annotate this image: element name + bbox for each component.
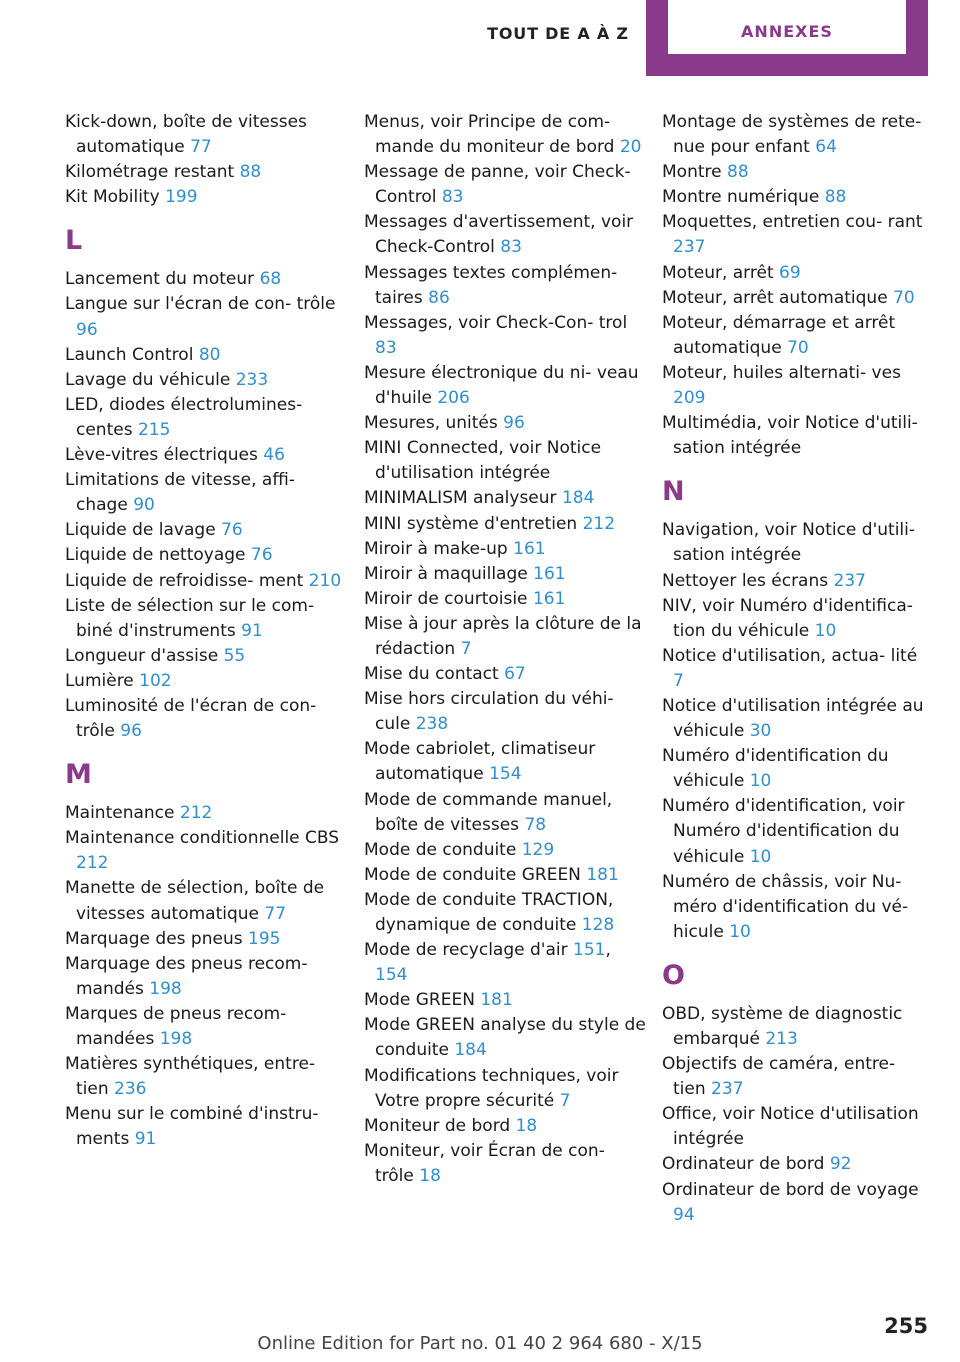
page-reference-link[interactable]: 161 [533, 563, 566, 584]
index-entry-text: Lancement du moteur [65, 269, 255, 290]
page-reference-link[interactable]: 184 [454, 1040, 487, 1061]
page-reference-link[interactable]: 199 [165, 187, 198, 208]
index-entry [662, 1002, 932, 1052]
index-column-3 [662, 110, 932, 1228]
index-entry [364, 863, 646, 888]
page-reference-link[interactable]: 129 [521, 839, 555, 860]
page-reference-link[interactable]: 7 [559, 1090, 571, 1111]
index-entry-text: Montage de systèmes de rete- nue pour enfant [662, 112, 922, 158]
index-entry-text: Luminosité de l'écran de con- trôle [65, 695, 317, 742]
index-entry-text: Ordinateur de bord de voyage [662, 1179, 919, 1200]
index-entry [364, 210, 646, 260]
index-entry-text: Miroir à maquillage [364, 563, 528, 584]
index-entry-text: Marques de pneus recom- mandées [65, 1003, 287, 1049]
page-reference-link[interactable]: 233 [235, 369, 269, 390]
index-entry [662, 694, 932, 744]
index-entry-text: Mise hors circulation du véhi- cule [364, 689, 614, 735]
page-reference-link[interactable]: 198 [149, 978, 182, 999]
index-entry [662, 286, 932, 311]
index-entry-text: Messages d'avertissement, voir Check-Control [364, 212, 634, 258]
page-reference-link[interactable]: 91 [241, 620, 263, 641]
index-entry [662, 569, 932, 594]
index-entry [65, 876, 347, 926]
page-reference-link[interactable]: 198 [159, 1029, 193, 1049]
index-entry [364, 788, 646, 838]
index-entry-text: Kilométrage restant [65, 162, 235, 183]
page-reference-link[interactable]: 209 [673, 388, 706, 409]
page-reference-link[interactable]: 76 [221, 520, 243, 541]
index-entry-text: Mise du contact [364, 664, 499, 685]
index-entry [65, 669, 347, 694]
index-entry [364, 1013, 646, 1063]
page-reference-link[interactable]: 86 [428, 287, 450, 308]
index-entry-text: Mesures, unités [364, 413, 498, 434]
index-letter-heading: L [65, 225, 83, 257]
index-entry [65, 801, 347, 826]
page-reference-link[interactable]: 88 [727, 162, 749, 183]
page-reference-link[interactable]: 83 [441, 187, 464, 208]
page-reference-link[interactable]: 18 [419, 1165, 441, 1186]
index-entry-text: Mode de conduite TRACTION, dynamique de conduite [364, 889, 614, 935]
index-entry [662, 518, 932, 568]
index-entry [65, 927, 347, 952]
page-reference-link[interactable]: 88 [239, 162, 262, 183]
index-entry [364, 311, 646, 361]
index-entry-text: Maintenance [65, 803, 175, 824]
index-entry-text: Multimédia, voir Notice d'utili- sation intégrée [662, 413, 918, 459]
index-entry [65, 826, 347, 876]
index-entry [65, 368, 347, 393]
page-reference-link[interactable]: 184 [561, 488, 595, 509]
index-entry [65, 518, 347, 543]
index-entry-text: Liquide de lavage [65, 520, 216, 541]
index-entry-text: Messages textes complémen- taires [364, 262, 618, 308]
index-entry-text: Mesure électronique du ni- veau d'huile [364, 362, 639, 409]
index-entry-text: Lumière [65, 670, 134, 691]
page-reference-link[interactable]: 77 [190, 137, 212, 158]
page-reference-link[interactable]: 210 [308, 570, 342, 591]
index-entry [65, 644, 347, 669]
page-reference-link[interactable]: 7 [673, 670, 684, 691]
page-reference-link[interactable]: 69 [779, 262, 801, 283]
index-entry-text: Kick-down, boîte de vitesses automatique [65, 112, 307, 158]
index-entry [364, 1064, 646, 1114]
page-reference-link[interactable]: 77 [264, 903, 287, 924]
index-entry [364, 562, 646, 587]
page-reference-link[interactable]: 238 [415, 714, 449, 735]
section-title: TOUT DE A À Z [487, 24, 629, 43]
page-reference-link[interactable]: 10 [749, 771, 772, 792]
index-entry-text: Moniteur, voir Écran de con- trôle [364, 1140, 605, 1186]
page-reference-link[interactable]: 195 [248, 928, 281, 949]
index-entry [364, 988, 646, 1013]
index-letter-heading: M [65, 759, 92, 791]
index-entry [662, 261, 932, 286]
index-entry-text: Notice d'utilisation intégrée au véhicule [662, 695, 924, 742]
page-reference-link[interactable]: 83 [375, 337, 397, 358]
page-reference-link[interactable]: 70 [787, 337, 809, 358]
index-entry [662, 311, 932, 361]
page-reference-link[interactable]: 212 [179, 803, 213, 824]
index-entry-text: Messages, voir Check-Con- trol [364, 312, 628, 333]
page-reference-link[interactable]: 215 [137, 419, 171, 440]
index-entry [65, 1052, 347, 1102]
index-entry-text: Mode cabriolet, climatiseur automatique [364, 739, 596, 785]
index-entry [662, 210, 932, 260]
index-entry-text: Numéro de châssis, voir Nu- méro d'identification du vé- hicule [662, 871, 909, 942]
page-reference-link[interactable]: 70 [893, 287, 915, 308]
index-entry-text: Numéro d'identification, voir Numéro d'identification du véhicule [662, 796, 905, 867]
index-entry [662, 744, 932, 794]
index-entry-text: Mode GREEN analyse du style de conduite [364, 1015, 646, 1061]
index-entry-text: Miroir à make-up [364, 538, 508, 559]
page-reference-link[interactable]: 96 [120, 721, 142, 742]
index-entry-text: Moteur, huiles alternati- ves [662, 362, 901, 383]
index-entry [364, 436, 646, 486]
page-reference-link[interactable]: 102 [139, 670, 172, 691]
index-entry [364, 486, 646, 511]
index-entry-text: Message de panne, voir Check-Control [364, 162, 631, 208]
index-entry [364, 737, 646, 787]
index-entry-text: Montre [662, 162, 722, 183]
index-entry [662, 594, 932, 644]
index-entry-text: LED, diodes électrolumines- centes [65, 394, 303, 440]
index-entry-text: Montre numérique [662, 187, 820, 208]
page-reference-link[interactable]: 237 [673, 237, 706, 258]
index-entry-text: Liquide de nettoyage [65, 545, 246, 566]
page-reference-link[interactable]: 76 [250, 545, 273, 566]
index-entry [65, 267, 347, 292]
index-entry [662, 1178, 932, 1228]
page-reference-link[interactable]: 96 [76, 319, 98, 340]
index-entry [364, 587, 646, 612]
index-entry [364, 160, 646, 210]
index-entry-text: Modifications techniques, voir Votre propre sécurité [364, 1065, 619, 1111]
page-reference-link[interactable]: 83 [500, 237, 522, 258]
index-entry-text: Matières synthétiques, entre- tien [65, 1054, 316, 1100]
page-reference-link[interactable]: 80 [198, 344, 221, 365]
index-entry [662, 110, 932, 160]
page-reference-link[interactable]: 46 [263, 445, 285, 466]
index-entry [364, 110, 646, 160]
index-entry-text: Liquide de refroidisse- ment [65, 570, 304, 591]
index-entry-text: MINIMALISM analyseur [364, 488, 557, 509]
index-entry-text: Marquage des pneus [65, 928, 243, 949]
index-entry-text: Lève-vitres électriques [65, 445, 258, 466]
index-entry [364, 838, 646, 863]
index-entry [65, 185, 347, 210]
page-reference-link[interactable]: 10 [729, 921, 751, 942]
page-reference-link[interactable]: 161 [532, 588, 566, 609]
index-entry [65, 343, 347, 368]
index-entry-text: Longueur d'assise [65, 645, 219, 666]
index-entry [662, 644, 932, 694]
index-entry [65, 694, 347, 744]
page-reference-link[interactable]: 96 [503, 413, 525, 434]
index-entry [662, 1152, 932, 1177]
index-entry [65, 952, 347, 1002]
index-entry-text: Lavage du véhicule [65, 369, 231, 390]
index-entry [65, 292, 347, 342]
index-entry [662, 185, 932, 210]
page-reference-link[interactable]: 236 [114, 1079, 147, 1100]
index-entry [662, 870, 932, 945]
page-reference-link[interactable]: 213 [765, 1029, 798, 1049]
index-entry [65, 468, 347, 518]
page-reference-link[interactable]: 206 [437, 388, 470, 409]
index-entry-text: Limitations de vitesse, affi- chage [65, 470, 295, 516]
index-entry-text: NIV, voir Numéro d'identifica- tion du véhicule [662, 595, 913, 641]
index-entry [65, 393, 347, 443]
index-entry [65, 443, 347, 468]
page-reference-link[interactable]: 212 [582, 513, 616, 534]
index-entry-text: Objectifs de caméra, entre- tien [662, 1054, 896, 1100]
page-reference-link[interactable]: 20 [619, 137, 642, 158]
index-entry-text: Mode de recyclage d'air [364, 940, 568, 961]
index-entry-text: Nettoyer les écrans [662, 570, 829, 591]
page-reference-link[interactable]: 94 [673, 1204, 695, 1225]
page-reference-link[interactable]: 10 [749, 846, 772, 867]
index-entry-text: Kit Mobility [65, 187, 160, 208]
index-entry-text: Marquage des pneus recom- mandés [65, 953, 308, 999]
index-entry-text: Menus, voir Principe de com- mande du moniteur de bord [364, 112, 615, 158]
index-entry-text: Mode de conduite GREEN [364, 864, 581, 885]
index-entry [364, 888, 646, 938]
index-entry-text: Ordinateur de bord [662, 1154, 825, 1175]
index-letter-heading: N [662, 476, 685, 508]
index-entry-text: Moniteur de bord [364, 1115, 511, 1136]
index-entry-text: MINI système d'entretien [364, 513, 578, 534]
index-entry [364, 261, 646, 311]
page-reference-link[interactable]: 88 [824, 187, 847, 208]
index-entry [662, 160, 932, 185]
page-reference-link[interactable]: 154 [375, 965, 408, 986]
page-reference-link[interactable]: 237 [711, 1079, 744, 1100]
index-entry-text: Maintenance conditionnelle CBS [65, 828, 340, 849]
index-entry [662, 794, 932, 869]
page-reference-link[interactable]: 55 [223, 645, 246, 666]
index-entry-text: Liste de sélection sur le com- biné d'instruments [65, 595, 315, 641]
index-entry [662, 1052, 932, 1102]
page-reference-link[interactable]: 237 [833, 570, 866, 591]
page-reference-link[interactable]: 151 [573, 940, 606, 961]
page-reference-link[interactable]: 7 [460, 638, 472, 659]
index-entry-text: Navigation, voir Notice d'utili- sation intégrée [662, 520, 915, 566]
index-entry-text: Launch Control [65, 344, 194, 365]
index-entry: Mode de recyclage d'air 151, 154 [364, 940, 611, 986]
index-entry [364, 612, 646, 662]
page-reference-link[interactable]: 10 [814, 620, 837, 641]
index-entry [364, 687, 646, 737]
page-number: 255 [884, 1314, 928, 1338]
index-entry [364, 662, 646, 687]
index-entry [364, 537, 646, 562]
chapter-tab-label: ANNEXES [668, 0, 906, 54]
index-letter-heading: O [662, 959, 685, 991]
index-entry [662, 411, 932, 461]
page-reference-link[interactable]: 181 [480, 990, 513, 1011]
chapter-tab [646, 0, 928, 76]
index-column-1 [65, 110, 347, 1152]
index-entry [364, 1114, 646, 1139]
index-entry [65, 594, 347, 644]
index-entry [364, 1139, 646, 1189]
index-entry-text: Moteur, arrêt automatique [662, 287, 888, 308]
index-entry-text: Mise à jour après la clôture de la rédaction [364, 613, 642, 659]
index-entry [65, 1102, 347, 1152]
index-entry-text: Numéro d'identification du véhicule [662, 746, 889, 792]
page-reference-link[interactable]: 90 [133, 495, 155, 516]
index-entry [65, 543, 347, 568]
index-entry [364, 411, 646, 436]
index-entry-text: MINI Connected, voir Notice d'utilisation intégrée [364, 438, 602, 484]
index-entry-text: Moquettes, entretien cou- rant [662, 212, 923, 233]
index-entry-text: OBD, système de diagnostic embarqué [662, 1003, 903, 1049]
page-reference-link[interactable]: 92 [829, 1154, 852, 1175]
page-reference-link[interactable]: 161 [513, 538, 546, 559]
index-entry [65, 110, 347, 160]
index-entry-text: Menu sur le combiné d'instru- ments [65, 1104, 319, 1150]
index-entry-text: Langue sur l'écran de con- trôle [65, 294, 336, 315]
index-entry [364, 361, 646, 411]
page-reference-link[interactable]: 128 [581, 915, 615, 935]
index-entry [662, 361, 932, 411]
index-entry [65, 160, 347, 185]
index-entry-text: Office, voir Notice d'utilisation intégrée [662, 1104, 919, 1150]
page-reference-link[interactable]: 67 [504, 664, 526, 685]
index-column-2 [364, 110, 646, 1189]
index-entry-text: Manette de sélection, boîte de vitesses automatique [65, 878, 325, 924]
page-reference-link[interactable]: 30 [749, 721, 772, 742]
page-reference-link[interactable]: 212 [76, 853, 109, 874]
index-entry-text: Mode de commande manuel, boîte de vitesses [364, 789, 613, 835]
index-entry-text: Moteur, arrêt [662, 262, 774, 283]
index-entry [65, 569, 347, 594]
index-entry-text: Miroir de courtoisie [364, 588, 528, 609]
page-reference-link[interactable]: 154 [489, 764, 522, 785]
index-entry-text: Notice d'utilisation, actua- lité [662, 645, 918, 666]
index-entry [364, 512, 646, 537]
page-reference-link[interactable]: 64 [815, 137, 837, 158]
index-entry-text: Mode de conduite [364, 839, 517, 860]
page-reference-link[interactable]: 18 [515, 1115, 538, 1136]
footer-edition: Online Edition for Part no. 01 40 2 964 680 - X/15 [257, 1333, 703, 1354]
index-entry [65, 1002, 347, 1052]
page-reference-link[interactable]: 78 [524, 814, 547, 835]
index-entry-text: Moteur, démarrage et arrêt automatique [662, 312, 896, 358]
index-entry [662, 1102, 932, 1152]
page-reference-link[interactable]: 68 [259, 269, 282, 290]
index-entry-text: Mode GREEN [364, 990, 475, 1011]
page-reference-link[interactable]: 181 [586, 864, 619, 885]
page-reference-link[interactable]: 91 [134, 1129, 157, 1150]
